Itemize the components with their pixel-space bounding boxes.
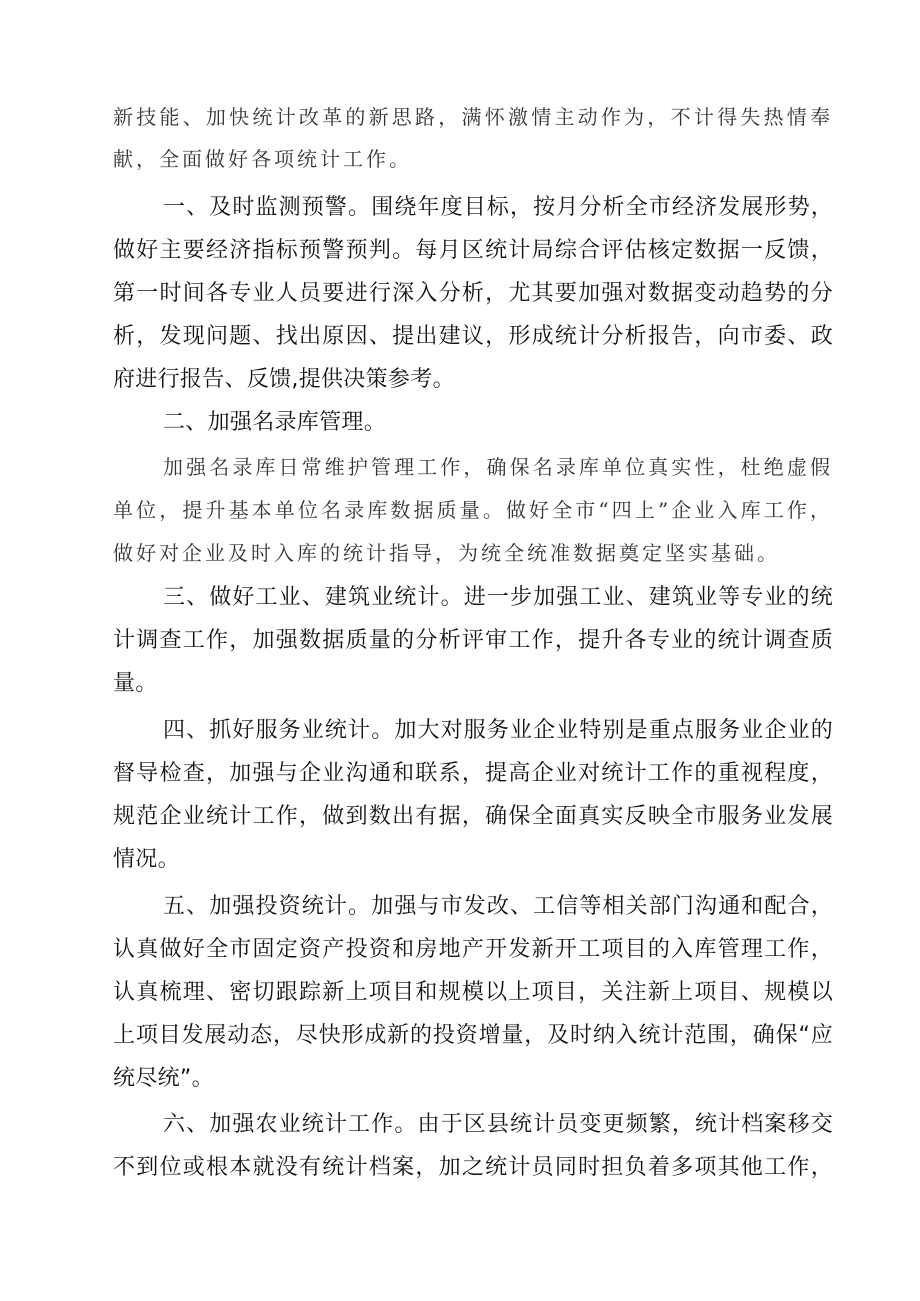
paragraph-line: 情况。 (113, 847, 180, 872)
section-heading-line: 四、抓好服务业统计。加大对服务业企业特别是重点服务业企业的 (163, 718, 833, 743)
section-heading-line: 六、加强农业统计工作。由于区县统计员变更频繁，统计档案移交 (163, 1112, 833, 1137)
paragraph-line: 上项目发展动态，尽快形成新的投资增量，及时纳入统计范围，确保“应 (113, 1023, 833, 1048)
paragraph-line: 做好主要经济指标预警预判。每月区统计局综合评估核定数据一反馈， (113, 238, 833, 263)
paragraph-line: 督导检查，加强与企业沟通和联系，提高企业对统计工作的重视程度， (113, 761, 833, 786)
paragraph-line: 单位，提升基本单位名录库数据质量。做好全市“四上”企业入库工作， (113, 498, 833, 522)
section-heading-line: 五、加强投资统计。加强与市发改、工信等相关部门沟通和配合， (163, 894, 833, 919)
paragraph-line: 第一时间各专业人员要进行深入分析，尤其要加强对数据变动趋势的分 (113, 281, 833, 306)
paragraph-line: 量。 (113, 671, 158, 696)
paragraph-line: 不到位或根本就没有统计档案，加之统计员同时担负着多项其他工作， (113, 1155, 833, 1180)
paragraph-line: 规范企业统计工作，做到数出有据，确保全面真实反映全市服务业发展 (113, 804, 833, 829)
paragraph-line: 献，全面做好各项统计工作。 (113, 147, 412, 171)
section-heading-line: 三、做好工业、建筑业统计。进一步加强工业、建筑业等专业的统 (163, 585, 833, 610)
paragraph-line: 认真梳理、密切跟踪新上项目和规模以上项目，关注新上项目、规模以 (113, 980, 833, 1005)
paragraph-line: 认真做好全市固定资产投资和房地产开发新开工项目的入库管理工作， (113, 937, 833, 962)
paragraph-line: 新技能、加快统计改革的新思路，满怀激情主动作为，不计得失热情奉 (113, 105, 833, 129)
paragraph-line: 加强名录库日常维护管理工作，确保名录库单位真实性，杜绝虚假 (163, 455, 833, 479)
paragraph-line: 统尽统”。 (113, 1066, 214, 1091)
paragraph-line: 做好对企业及时入库的统计指导，为统全统准数据奠定坚实基础。 (113, 541, 780, 565)
section-heading-line: 二、加强名录库管理。 (163, 410, 387, 435)
paragraph-line: 计调查工作，加强数据质量的分析评审工作，提升各专业的统计调查质 (113, 628, 833, 653)
section-heading-line: 一、及时监测预警。围绕年度目标，按月分析全市经济发展形势， (163, 195, 833, 220)
paragraph-line: 析，发现问题、找出原因、提出建议，形成统计分析报告，向市委、政 (113, 324, 833, 349)
paragraph-line: 府进行报告、反馈,提供决策参考。 (113, 367, 455, 392)
